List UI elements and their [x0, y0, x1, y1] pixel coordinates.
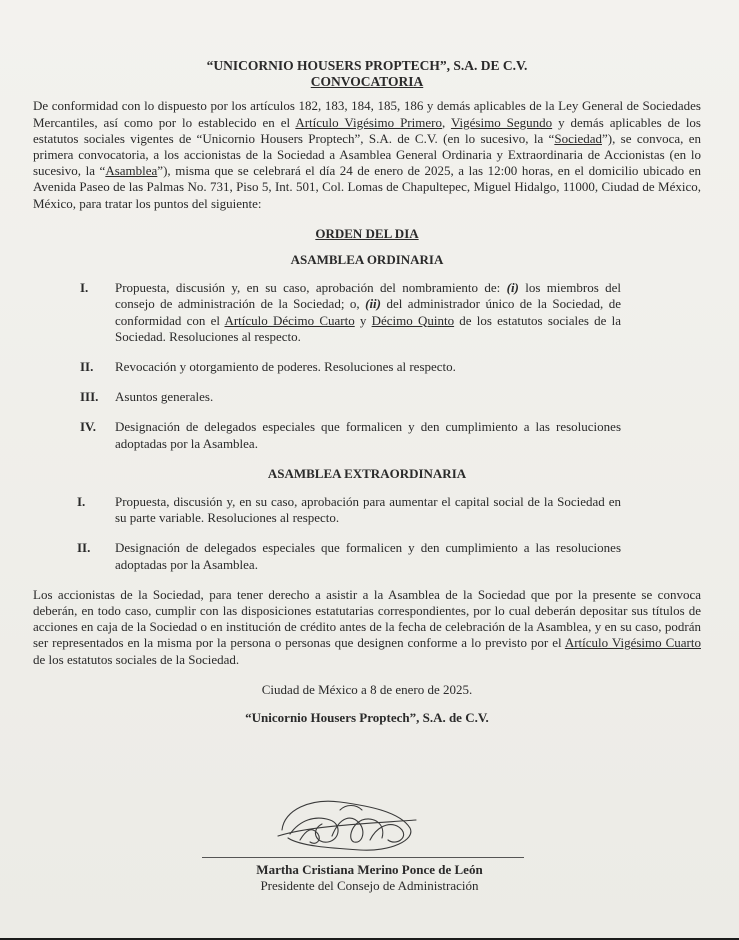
item-text-d: y — [354, 312, 372, 328]
item-text: Asuntos generales. — [115, 389, 214, 405]
item-number: II. — [77, 540, 91, 556]
item-marker-i: (i) — [506, 280, 519, 296]
extraordinaria-title: ASAMBLEA EXTRAORDINARIA — [267, 465, 467, 481]
term-asamblea: Asamblea — [105, 163, 158, 179]
intro-text-2: , — [441, 114, 451, 130]
item-text-e: de los estatutos sociales de la Sociedad. Resoluciones al respecto. — [115, 312, 622, 344]
item-text-b: los miembros del consejo de administración de la Sociedad; o, — [115, 280, 622, 312]
signer-block — [0, 862, 739, 894]
closing-text-2: de los estatutos sociales de la Sociedad. — [33, 651, 240, 667]
document-title: CONVOCATORIA — [310, 74, 424, 90]
closing-text-1: Los accionistas de la Sociedad, para tener derecho a asistir a la Asamblea de la Sociedad que por la presente se convoca deberán, en todo caso, cumplir con las disposiciones estatutarias correspondientes, por lo cual deberán depositar sus títulos de acciones en caja de la Sociedad o en institución de crédito antes de la fecha de celebración de la Asamblea, y en su caso, podrán ser representados en la misma por la persona o personas que designen conforme a lo previsto por el — [33, 586, 701, 651]
intro-paragraph — [33, 98, 701, 211]
item-text: Propuesta, discusión y, en su caso, aprobación para aumentar el capital social de la Sociedad en su parte variable. Resoluciones al respecto. — [115, 494, 621, 526]
ordinaria-title: ASAMBLEA ORDINARIA — [290, 252, 444, 268]
item-text-a: Propuesta, discusión y, en su caso, aprobación del nombramiento de: — [115, 280, 507, 296]
handwritten-signature-icon — [270, 790, 420, 860]
item-marker-ii: (ii) — [365, 296, 381, 312]
ref-decimo-quinto: Décimo Quinto — [371, 312, 455, 328]
ordinaria-item-3 — [33, 389, 701, 405]
extraordinaria-item-2 — [33, 540, 701, 572]
item-text-c: del administrador único de la Sociedad, de conformidad con el — [115, 296, 621, 328]
intro-text-3: y demás aplicables de los estatutos sociales vigentes de “Unicornio Housers Proptech”, S.A. de C.V. (en lo sucesivo, la “ — [33, 114, 701, 146]
intro-text-4: ”), se convoca, en primera convocatoria, a los accionistas de la Sociedad a Asamblea General Ordinaria y Extraordinaria de Accionistas (en lo sucesivo, la “ — [33, 130, 701, 179]
ordinaria-item-4 — [33, 419, 701, 451]
ref-articulo-decimo-cuarto: Artículo Décimo Cuarto — [224, 312, 355, 328]
ref-vigesimo-segundo: Vigésimo Segundo — [450, 114, 553, 130]
item-text: Designación de delegados especiales que formalicen y den cumplimiento a las resoluciones adoptadas por la Asamblea. — [115, 419, 621, 451]
item-number: II. — [80, 359, 94, 375]
item-number: III. — [80, 389, 99, 405]
ordinaria-item-1 — [33, 280, 701, 345]
term-sociedad: Sociedad — [554, 130, 602, 146]
item-text: Designación de delegados especiales que formalicen y den cumplimiento a las resoluciones adoptadas por la Asamblea. — [115, 540, 621, 572]
ref-articulo-vigesimo-primero: Artículo Vigésimo Primero — [295, 114, 442, 130]
intro-text-5: ”), misma que se celebrará el día 24 de enero de 2025, a las 12:00 horas, en el domicilio ubicado en Avenida Paseo de las Palmas No. 731, Piso 5, Int. 501, Col. Lomas de Chapultepec, Miguel Hidalgo, 11000, Ciudad de México, México, para tratar los puntos del siguiente: — [33, 163, 701, 211]
agenda-title: ORDEN DEL DIA — [315, 225, 419, 241]
item-text — [115, 280, 621, 345]
item-number: I. — [80, 280, 89, 296]
intro-text-1: De conformidad con lo dispuesto por los artículos 182, 183, 184, 185, 186 y demás aplicables de la Ley General de Sociedades Mercantiles, así como por lo establecido en el — [33, 98, 701, 130]
signer-name: Martha Cristiana Merino Ponce de León — [256, 862, 483, 877]
document-date: Ciudad de México a 8 de enero de 2025. — [261, 681, 473, 697]
signer-role: Presidente del Consejo de Administración — [260, 878, 479, 893]
item-number: I. — [77, 494, 86, 510]
signature-line — [202, 857, 524, 858]
closing-paragraph — [33, 587, 701, 668]
signing-company: “Unicornio Housers Proptech”, S.A. de C.V. — [245, 710, 489, 726]
ref-articulo-vigesimo-cuarto: Artículo Vigésimo Cuarto — [564, 635, 701, 651]
item-number: IV. — [80, 419, 97, 435]
company-title: “UNICORNIO HOUSERS PROPTECH”, S.A. DE C.V. — [206, 58, 528, 73]
document-body — [33, 58, 701, 726]
item-text: Revocación y otorgamiento de poderes. Resoluciones al respecto. — [115, 359, 456, 375]
extraordinaria-item-1 — [33, 494, 701, 526]
ordinaria-item-2 — [33, 359, 701, 375]
